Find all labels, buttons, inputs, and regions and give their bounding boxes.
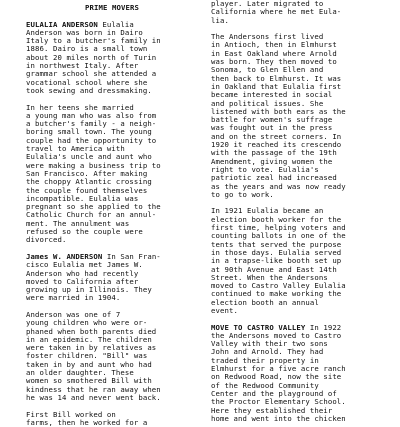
text-line: first time, helping voters and [211,223,346,233]
subsection-lead: James W. ANDERSON [26,251,103,261]
text-line: and political issues. She [211,98,324,108]
text-line: took sewing and dressmaking. [26,85,152,95]
text-line: and on the street corners. In [211,131,342,141]
text-line: home and went into the chicken [211,413,346,423]
text-line: was fought out in the press [211,123,333,133]
text-line: lia. [211,15,229,25]
text-line: at 90th Avenue and East 14th [211,264,337,274]
text-line: refused so the couple were [26,227,143,237]
section-heading: PRIME MOVERS [85,3,139,12]
text-line: pregnant so she applied to the [26,202,161,212]
text-line: taken in by and aunt who had [26,359,152,369]
text-line: he was 14 and never went back. [26,392,161,402]
text-line-rest: Eulalia [97,19,134,29]
text-line-rest: In San Fran- [102,251,161,261]
text-line: to go to work. [211,189,274,199]
text-line: tents that served the purpose [211,239,342,249]
text-line: counting ballots in one of the [211,231,346,241]
text-line: in East Oakland where Arnold [211,48,337,58]
text-line: divorced. [26,235,67,245]
text-line-rest: In 1922 [305,322,342,332]
text-line: Catholic Church for an annul- [26,210,157,220]
text-line: an older daughter. These [26,368,134,378]
text-line: moved to Castro Valley Eulalia [211,281,346,291]
paragraph-spacer [26,402,198,410]
text-line: in a trapse-like booth set up [211,256,342,266]
text-line: the couple found themselves [26,185,148,195]
text-line: California where he met Eula- [211,7,342,17]
text-line: women so smothered Bill with [26,376,152,386]
text-line: a young man who was also from [26,110,157,120]
text-line: In her teens she married [26,102,134,112]
text-line: In 1921 Eulalia became an [211,206,324,216]
text-line: Valley with their two sons [211,339,328,349]
text-line: travel to America with [26,144,125,154]
text-line: about 20 miles north of Turin [26,52,157,62]
text-line: patriotic zeal had increased [211,173,337,183]
text-line: in those days. Eulalia served [211,247,342,257]
text-line: in Antioch, then in Elmhurst [211,40,337,50]
text-line: battle for women's suffrage [211,115,333,125]
text-line: listened with both ears as the [211,106,346,116]
text-line: farms, then he worked for a [26,417,148,427]
text-line: with the passage of the 19th [211,148,337,158]
text-line: became interested in social [211,90,333,100]
text-line: of the Redwood Community [211,380,319,390]
text-line: the choppy Atlantic crossing [26,177,152,187]
text-line: were married in 1904. [26,293,121,303]
text-line: cisco Eulalia met James W. [26,260,143,270]
text-line: 1920 it reached its crescendo [211,140,342,150]
text-line: the Andersons moved to Castro [211,330,342,340]
text-line: player. Later migrated to [211,0,324,8]
text-line: 1886. Dairo is a small town [26,44,148,54]
text-line: young children who were or- [26,318,148,328]
text-line: right to vote. Eulalia's [211,164,319,174]
text-line: continued to make working the [211,289,342,299]
text-line: Here they established their [211,405,333,415]
text-line: in Oakland that Eulalia first [211,81,342,91]
left-column [26,0,198,427]
text-line: phaned when both parents died [26,326,157,336]
text-line: Anderson was born in Dairo [26,27,143,37]
text-line: grammar school she attended a [26,69,157,79]
text-line: growing up in Illinois. They [26,285,152,295]
text-line: on Redwood Road, now the site [211,372,342,382]
text-line: vocational school where she [26,77,148,87]
text-line: Eulalia's uncle and aunt who [26,152,152,162]
right-column [211,0,391,423]
text-line: in northwest Italy. After [26,61,139,71]
text-line: moved to California after [26,276,139,286]
text-line: Italy to a butcher's family in [26,36,161,46]
text-line: ment. The annulment was [26,218,130,228]
text-line: Amendment, giving women the [211,156,333,166]
text-line: First Bill worked on [26,409,116,419]
text-line: a butcher's family - a neigh- [26,119,157,129]
text-line: were making a business trip to [26,160,161,170]
text-line: kindness that he ran away when [26,384,161,394]
text-line: Elmhurst for a five acre ranch [211,364,346,374]
subsection-lead: EULALIA ANDERSON [26,19,98,29]
text-line: the Proctor Elementary School. [211,397,346,407]
text-line: then back to Elmhurst. It was [211,73,342,83]
subsection-lead: MOVE TO CASTRO VALLEY [211,322,306,332]
text-line: event. [211,305,238,315]
text-line: San Francisco. After making [26,168,148,178]
text-line: Center and the playground of [211,388,337,398]
text-line: couple had the opportunity to [26,135,157,145]
text-line: incompatible. Eulalia was [26,193,139,203]
text-line: election booth worker for the [211,214,342,224]
text-line: John and Arnold. They had [211,347,324,357]
text-line: were taken in by relatives as [26,343,157,353]
text-line: traded their property in [211,355,319,365]
text-line: Anderson who had recently [26,268,139,278]
text-line: as the years and was now ready [211,181,346,191]
text-line: Street. When the Andersons [211,272,328,282]
text-line: The Andersons first lived [211,32,324,42]
text-line: was born. They then moved to [211,57,337,67]
text-line: Sonoma, to Glen Ellen and [211,65,324,75]
text-line: foster children. "Bill" was [26,351,148,361]
text-line: boring small town. The young [26,127,152,137]
text-line: Anderson was one of 7 [26,309,121,319]
text-line: election booth an annual [211,297,319,307]
text-line: in an epidemic. The children [26,334,152,344]
